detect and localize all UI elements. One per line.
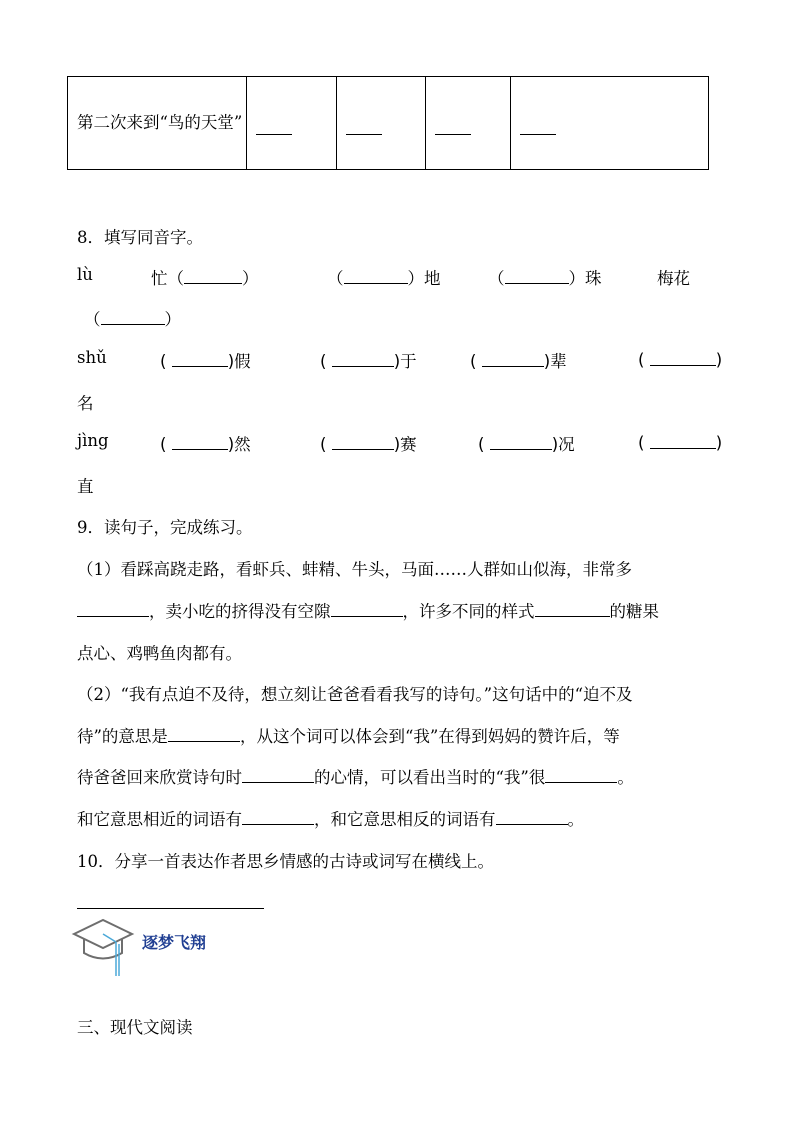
blank-line[interactable] [332, 433, 394, 451]
graduation-cap-icon [70, 912, 136, 978]
table-row-label [68, 77, 247, 170]
blank-line[interactable] [346, 133, 382, 135]
q9-p2-line2: 待”的意思是 ，从这个词可以体会到“我”在得到妈妈的赞许后，等 [77, 723, 620, 747]
jing-item-3: ( )况 [478, 431, 575, 455]
blank-line[interactable] [242, 808, 314, 826]
pinyin-shu: shǔ [77, 348, 107, 367]
answer-table [67, 76, 709, 170]
lu-item-4: 梅花 [657, 269, 690, 288]
table-row [68, 77, 709, 170]
q9-p2-line1: （2）“我有点迫不及待，想立刻让爸爸看看我写的诗句。”这句话中的“迫不及 [77, 685, 633, 704]
blank-line[interactable] [520, 133, 556, 135]
blank-line[interactable] [650, 348, 716, 366]
blank-line[interactable] [168, 725, 240, 743]
logo-divider [77, 908, 264, 909]
lu-item-1: 忙（ ） [151, 265, 259, 289]
blank-line[interactable] [332, 350, 394, 368]
shu-item-4: ( ) [638, 348, 722, 370]
shu-item-1: ( )假 [160, 348, 251, 372]
question-10-title: 10．分享一首表达作者思乡情感的古诗或词写在横线上。 [77, 852, 494, 871]
question-9-title: 9．读句子，完成练习。 [77, 518, 253, 537]
jing-item-1: ( )然 [160, 431, 251, 455]
shu-item-4-wrap: 名 [77, 394, 94, 413]
pinyin-lu: lù [77, 265, 93, 284]
table-cell[interactable] [337, 77, 426, 170]
shu-item-3: ( )辈 [470, 348, 567, 372]
q9-p1-line3: 点心、鸡鸭鱼肉都有。 [77, 644, 242, 663]
table-cell[interactable] [426, 77, 511, 170]
lu-item-4-wrap: （ ） [84, 306, 181, 330]
q9-p2-line4: 和它意思相近的词语有 ，和它意思相反的词语有 。 [77, 806, 584, 830]
jing-item-4-wrap: 直 [77, 477, 94, 496]
blank-line[interactable] [101, 308, 165, 326]
blank-line[interactable] [344, 267, 408, 285]
blank-line[interactable] [77, 600, 149, 618]
blank-line[interactable] [435, 133, 471, 135]
table-cell[interactable] [511, 77, 709, 170]
blank-line[interactable] [482, 350, 544, 368]
blank-line[interactable] [242, 766, 314, 784]
blank-line[interactable] [545, 766, 617, 784]
blank-line[interactable] [184, 267, 242, 285]
blank-line[interactable] [172, 433, 228, 451]
blank-line[interactable] [505, 267, 569, 285]
lu-item-2: （ ）地 [327, 265, 441, 289]
jing-item-4: ( ) [638, 431, 722, 453]
question-8-title: 8．填写同音字。 [77, 228, 203, 247]
pinyin-jing: jìng [77, 431, 109, 450]
jing-item-2: ( )赛 [320, 431, 417, 455]
blank-line[interactable] [650, 431, 716, 449]
shu-item-2: ( )于 [320, 348, 417, 372]
logo-text: 逐梦飞翔 [142, 933, 207, 952]
blank-line[interactable] [496, 808, 568, 826]
section-3-title: 三、现代文阅读 [77, 1018, 193, 1037]
blank-line[interactable] [172, 350, 228, 368]
blank-line[interactable] [535, 600, 610, 618]
lu-item-3: （ ）珠 [488, 265, 602, 289]
blank-line[interactable] [331, 600, 403, 618]
table-cell[interactable] [247, 77, 337, 170]
blank-line[interactable] [490, 433, 552, 451]
blank-line[interactable] [256, 133, 292, 135]
q9-p1-line1: （1）看踩高跷走路，看虾兵、蚌精、牛头，马面……人群如山似海，非常多 [77, 560, 632, 579]
q9-p1-line2: ，卖小吃的挤得没有空隙 ，许多不同的样式 的糖果 [77, 598, 659, 622]
q9-p2-line3: 待爸爸回来欣赏诗句时 的心情，可以看出当时的“我”很 。 [77, 764, 634, 788]
row-label-text: 第二次来到“鸟的天堂” [77, 113, 243, 132]
